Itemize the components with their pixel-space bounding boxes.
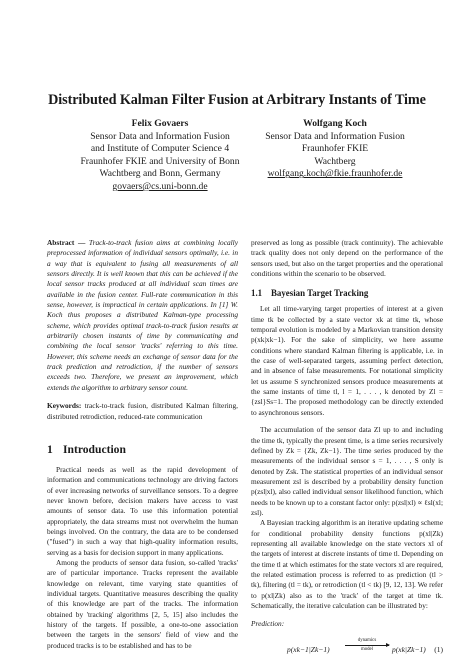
dynamics-model-arrow [345, 638, 389, 653]
arrow-label-bottom: model [361, 646, 373, 652]
section-title: Introduction [63, 442, 126, 456]
intro-paragraph-2: Among the products of sensor data fusion, so-called 'tracks' are of particular importance. Tracks represent the available knowledge on relevant, time varying state quantities of individual targets. Quantitative measures describing the quality of this knowledge are part of the tracks. The information obtained by 'tracking' algorithms [2, 5, 15] also includes the history of the targets. If possible, a one-to-one association between the targets in the sensors' field of view and the produced tracks is to be established and has to be [47, 557, 238, 650]
author-affiliation-line: Sensor Data and Information Fusion [90, 130, 230, 142]
abstract-text: Track-to-track fusion aims at combining locally preprocessed information of individual sensors optimally, i.e. in a way that is equivalent to fusing all measurements of all sensors directly. It is well known that this can be achieved if the local sensor tracks produced at all individual scan times are available in the fusion center. Full-rate communication in this sense, however, is impractical in certain applications. In [1] W. Koch thus proposes a distributed Kalman-type processing scheme, which provides optimal track-to-track fusion results at arbitrarily chosen instants of time by communicating and combining the local sensor 'tracks' referring to this time. However, this scheme needs an exchange of sensor data for the track prediction and retrodiction, if the number of sensors exceeds two. Therefore, we present an improvement, which extends the algorithm to arbitrary sensor count. [47, 238, 238, 392]
left-column [47, 238, 238, 651]
keywords [47, 401, 238, 422]
author-affiliation-line: Wachtberg and Bonn, Germany [99, 168, 221, 180]
paper-title: Distributed Kalman Filter Fusion at Arbitrary Instants of Time [48, 92, 426, 108]
author-email-link[interactable]: wolfgang.koch@fkie.fraunhofer.de [267, 168, 403, 180]
author-email-link[interactable]: govaers@cs.uni-bonn.de [112, 180, 208, 192]
equation-number: (1) [434, 644, 443, 654]
equation-left-term: p(xk−1|Zk−1) [287, 644, 330, 654]
bayes-paragraph-3: A Bayesian tracking algorithm is an iterative updating scheme for conditional probability density functions p(xl|Zk) representing all available knowledge on the state vectors xl of the targets of interest at discrete instants of time tl. Depending on the time tl at which estimates for the state vectors xl are required, the related estimation process is referred to as prediction (tl > tk), filtering (tl = tk), or retrodiction (tl < tk) [9, 12, 13]. We refer to p(xl|Zk) also as to the 'track' of the target at time tk. Schematically, the iterative calculation can be illustrated by: [251, 518, 443, 610]
author-block-koch [250, 118, 420, 181]
author-affiliation-line: Sensor Data and Information Fusion [265, 130, 405, 142]
keywords-heading: Keywords: [47, 401, 82, 411]
author-block-govaers [60, 118, 260, 194]
equation-right-term: p(xk|Zk−1) [392, 644, 426, 654]
subsection-title: Bayesian Target Tracking [271, 288, 369, 299]
subsection-heading-bayesian-tracking [251, 288, 443, 299]
abstract [47, 238, 238, 393]
bayes-paragraph-2: The accumulation of the sensor data Zl up to and including the time tk, typically the present time, is a time series recursively defined by Zk = {Zk, Zk−1}. The time series produced by the measurements of the individual sensor s = 1, . . . , S only is denoted by Zsk. The statistical properties of an individual sensor measurement zsl is described by a probability density function p(zsl|xl), also called individual sensor likelihood function, which needs to be known up to a constant factor only: p(zsl|xl) ∝ ℓsl(xl; zsl). [251, 425, 443, 517]
author-affiliation-line: Fraunhofer FKIE and University of Bonn [80, 155, 240, 167]
author-name: Wolfgang Koch [303, 118, 367, 129]
subsection-number: 1.1 [251, 288, 263, 299]
arrow-line [345, 645, 389, 646]
keywords-text: track-to-track fusion, distributed Kalman filtering, distributed retrodiction, reduced-rate communication [47, 401, 238, 421]
author-name: Felix Govaers [131, 118, 189, 129]
prediction-label: Prediction: [251, 619, 285, 629]
intro-paragraph-1: Practical needs as well as the rapid development of information and communications technology are driving factors of ever increasing networks of surveillance sensors. To a degree never known before, decision makers have access to vast amounts of sensor data. To use this information potential appropriately, the data streams must not overwhelm the human beings involved. On the contrary, the data are to be condensed ("fused") in such a way that high-quality information results, serving as a basis for decision support in many applications. [47, 464, 238, 557]
arrow-label-top: dynamics [357, 637, 377, 643]
equation-1 [251, 636, 443, 658]
abstract-heading: Abstract — [47, 238, 86, 247]
author-affiliation-line: Fraunhofer FKIE [301, 143, 369, 155]
section-number: 1 [47, 442, 53, 456]
continuation-paragraph: preserved as long as possible (track continuity). The achievable track quality does not only depend on the performance of the sensors used, but also on the target properties and the operational conditions within the scenario to be observed. [251, 238, 443, 279]
right-column [251, 238, 443, 658]
author-affiliation-line: and Institute of Computer Science 4 [90, 143, 230, 155]
author-affiliation-line: Wachtberg [314, 155, 356, 167]
bayes-paragraph-1: Let all time-varying target properties of interest at a given time tk be collected by a state vector xk at time tk, whose temporal evolution is modeled by a Markovian transition density p(xk|xk−1). For the sake of simplicity, we here assume conditions where standard Kalman filtering is applicable, i.e. in the case of well-separated targets, assuming perfect detection, and in absence of false measurements. For notational simplicity let us assume S synchronized sensors produce measurements at the same instants of time tl, l = 1, . . . , k denoted by Zl = {zsl}Ss=1. The proposed methodology can be directly extended to asynchronous sensors. [251, 304, 443, 417]
section-heading-introduction [47, 443, 238, 456]
